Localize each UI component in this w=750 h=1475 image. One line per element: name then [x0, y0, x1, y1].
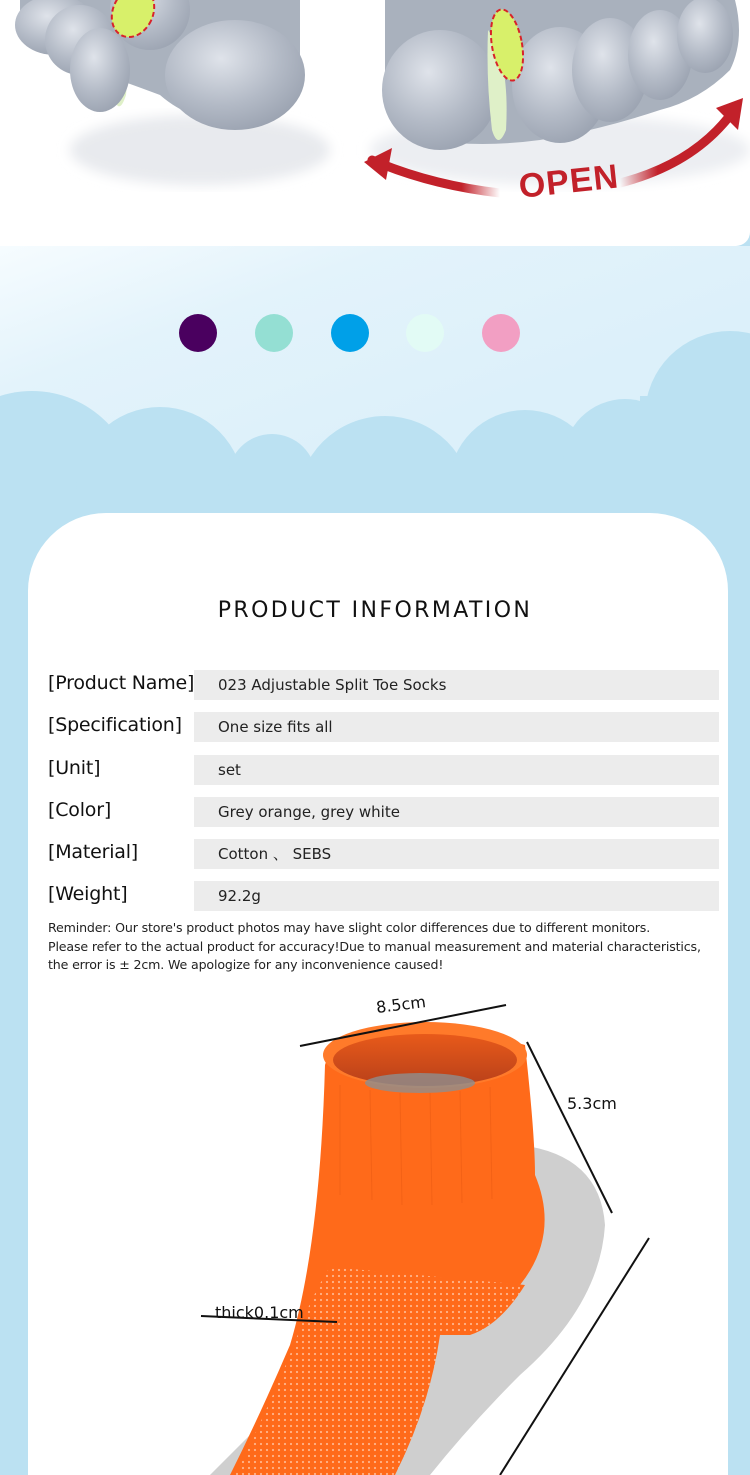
spec-row-weight	[48, 881, 719, 911]
reminder-line: the error is ± 2cm. We apologize for any inconvenience caused!	[48, 957, 444, 972]
reminder-line: Please refer to the actual product for accuracy!Due to manual measurement and material characteristics,	[48, 938, 701, 954]
color-swatch-pink[interactable]	[482, 314, 520, 352]
height-measurement-label: 5.3cm	[567, 1094, 617, 1113]
sock-measurement-image	[0, 985, 750, 1475]
spec-row-color	[48, 797, 719, 827]
spec-label: [Product Name]	[48, 672, 195, 694]
spec-label: [Color]	[48, 799, 112, 821]
spec-label: [Specification]	[48, 714, 182, 736]
color-swatch-blue[interactable]	[331, 314, 369, 352]
spec-label: [Material]	[48, 841, 139, 863]
spec-value: set	[194, 755, 719, 785]
ankle-sock-illustration	[0, 985, 750, 1475]
spec-value: 023 Adjustable Split Toe Socks	[194, 670, 719, 700]
spec-label: [Unit]	[48, 757, 101, 779]
thickness-measurement-label: thick0.1cm	[215, 1303, 304, 1322]
spec-value: Cotton 、 SEBS	[194, 839, 719, 869]
spec-value: Grey orange, grey white	[194, 797, 719, 827]
spec-row-material	[48, 839, 719, 869]
color-swatch-list	[0, 314, 750, 352]
open-label: OPEN	[517, 157, 621, 206]
spec-row-specification	[48, 712, 719, 742]
reminder-note	[48, 919, 728, 975]
cloud-decoration	[0, 246, 750, 546]
product-info-title: PRODUCT INFORMATION	[217, 598, 533, 623]
toe-socks-illustration	[0, 0, 750, 246]
spec-row-product-name	[48, 670, 719, 700]
spec-value: 92.2g	[194, 881, 719, 911]
spec-label: [Weight]	[48, 883, 128, 905]
spec-value: One size fits all	[194, 712, 719, 742]
color-swatch-mint[interactable]	[255, 314, 293, 352]
reminder-line: Reminder: Our store's product photos may have slight color differences due to different monitors.	[48, 920, 651, 935]
color-swatch-pale-mint[interactable]	[406, 314, 444, 352]
color-swatch-purple[interactable]	[179, 314, 217, 352]
hero-product-photo	[0, 0, 750, 246]
width-measurement-label: 8.5cm	[375, 992, 427, 1017]
spec-row-unit	[48, 755, 719, 785]
